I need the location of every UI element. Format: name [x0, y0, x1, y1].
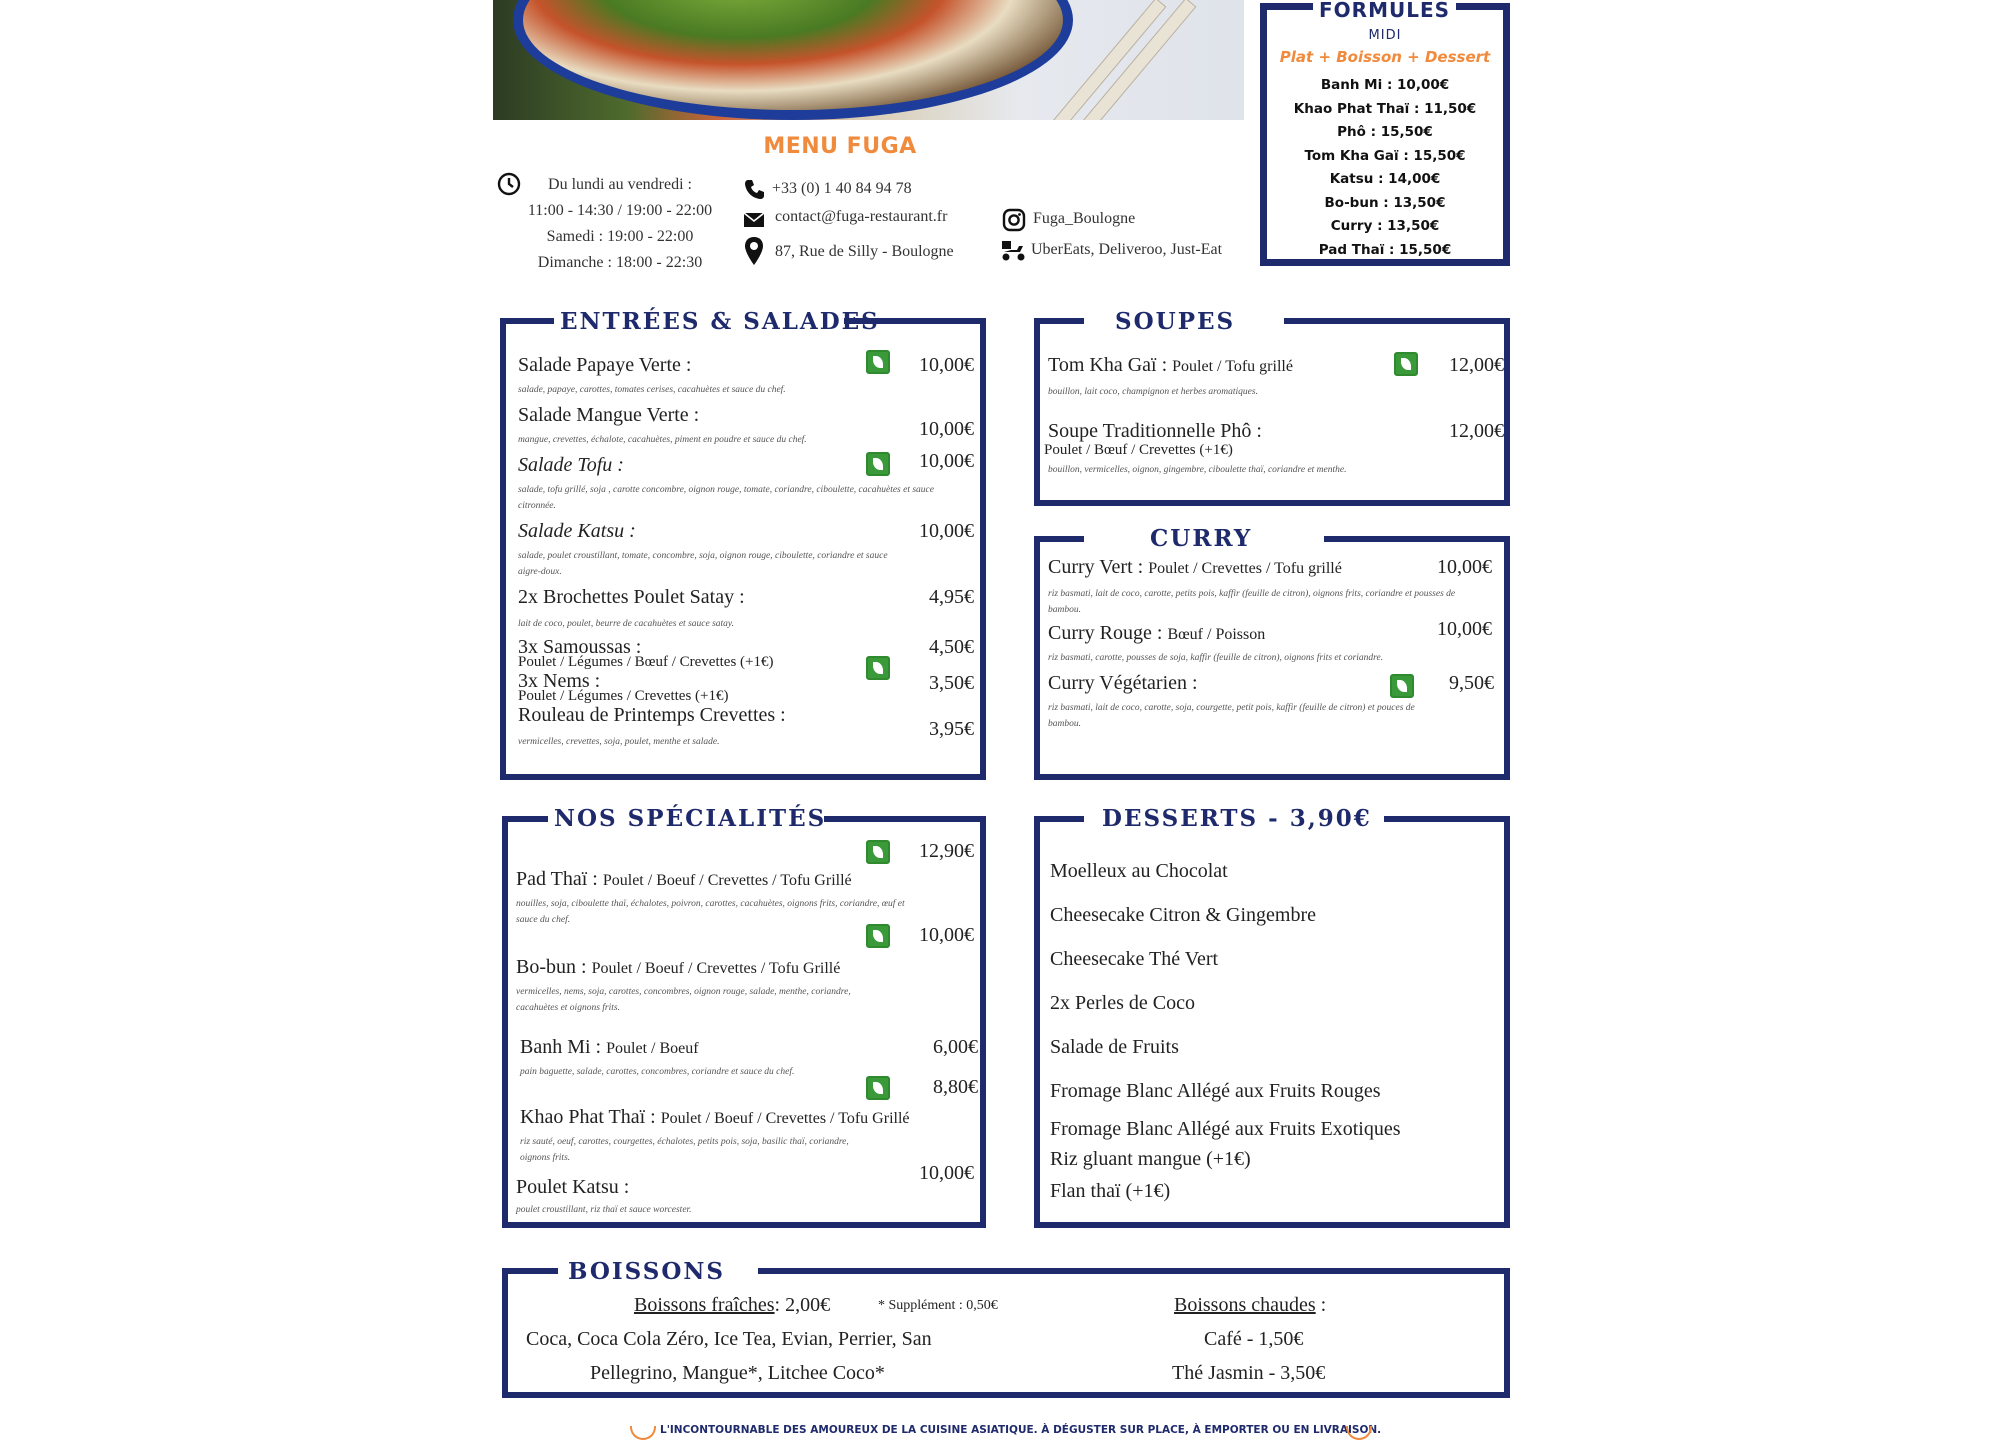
menu-item-options: Poulet / Boeuf / Crevettes / Tofu Grillé	[602, 872, 852, 889]
menu-item-description: poulet croustillant, riz thaï et sauce worcester.	[516, 1205, 692, 1215]
boissons-chaudes-label: Boissons chaudes	[1174, 1294, 1316, 1316]
dessert-item: Moelleux au Chocolat	[1050, 860, 1228, 882]
menu-item-name: Poulet Katsu :	[516, 1176, 630, 1198]
menu-item-price: 10,00€	[1437, 556, 1492, 578]
menu-item-price: 12,00€	[1449, 420, 1504, 442]
menu-item-description: riz sauté, oeuf, carottes, courgettes, échalotes, petits pois, soja, basilic thaï, coriandre, oignons frits.	[520, 1137, 849, 1163]
menu-item-description: pain baguette, salade, carottes, concombres, coriandre et sauce du chef.	[520, 1067, 795, 1077]
dessert-item: Fromage Blanc Allégé aux Fruits Exotiques	[1050, 1118, 1401, 1140]
dessert-item: Cheesecake Citron & Gingembre	[1050, 904, 1317, 926]
boissons-fraiches-heading	[634, 1294, 830, 1317]
footer-tagline: L'INCONTOURNABLE DES AMOUREUX DE LA CUISINE ASIATIQUE. À DÉGUSTER SUR PLACE, À EMPORTER OU EN LIVRAISON.	[660, 1424, 1382, 1436]
menu-item-description: bouillon, vermicelles, oignon, gingembre, ciboulette thaï, coriandre et menthe.	[1048, 465, 1347, 475]
boissons-fraiches-label: Boissons fraîches	[634, 1294, 775, 1316]
formules-list	[1267, 77, 1503, 265]
delivery-partners: UberEats, Deliveroo, Just-Eat	[1031, 241, 1223, 258]
menu-item-name	[1048, 622, 1265, 645]
menu-item-options: Poulet / Crevettes / Tofu grillé	[1148, 560, 1342, 577]
menu-item-description: mangue, crevettes, échalote, cacahuètes, piment en poudre et sauce du chef.	[518, 435, 807, 445]
menu-item-options: Poulet / Bœuf / Crevettes (+1€)	[1044, 442, 1233, 458]
delivery-scooter-icon	[1000, 238, 1028, 262]
boisson-chaude-item: Thé Jasmin - 3,50€	[1172, 1362, 1326, 1384]
menu-item-price: 6,00€	[933, 1036, 978, 1058]
dessert-item: Flan thaï (+1€)	[1050, 1180, 1171, 1202]
menu-item-description: bouillon, lait coco, champignon et herbes aromatiques.	[1048, 387, 1258, 397]
menu-item-name	[1048, 556, 1342, 579]
menu-item-name-text: Curry Rouge :	[1048, 622, 1163, 644]
menu-item-name	[1048, 354, 1293, 377]
menu-item-name: Salade Tofu :	[518, 454, 624, 476]
formule-item: Katsu : 14,00€	[1329, 171, 1441, 187]
formules-box	[1260, 0, 1510, 266]
entrees-title: ENTRÉES & SALADES	[560, 308, 880, 335]
dessert-item: 2x Perles de Coco	[1050, 992, 1195, 1014]
menu-item-options: Bœuf / Poisson	[1167, 626, 1266, 643]
noodle-bowl-icon	[1346, 1426, 1372, 1440]
formule-item: Curry : 13,50€	[1330, 218, 1440, 234]
menu-item-description: riz basmati, lait de coco, carotte, soja, courgette, petit pois, kaffir (feuille de citron) et pouces de bambou.	[1048, 703, 1415, 729]
menu-item-name: Salade Katsu :	[518, 520, 636, 542]
menu-item-options: Poulet / Boeuf / Crevettes / Tofu Grillé	[660, 1110, 910, 1127]
boissons-fraiches-list: Pellegrino, Mangue*, Litchee Coco*	[590, 1362, 885, 1384]
phone-icon	[743, 178, 765, 200]
menu-item-price: 3,95€	[929, 718, 974, 740]
menu-item-name-text: Bo-bun :	[516, 956, 587, 978]
menu-item-options: Poulet / Tofu grillé	[1172, 358, 1293, 375]
hero-food-photo	[493, 0, 1244, 120]
instagram-handle[interactable]: Fuga_Boulogne	[1033, 210, 1136, 227]
boissons-chaudes-colon: :	[1315, 1294, 1327, 1316]
curry-title: CURRY	[1150, 525, 1253, 552]
instagram-icon	[1002, 208, 1026, 232]
email-link[interactable]: contact@fuga-restaurant.fr	[775, 208, 948, 225]
formules-title: FORMULES	[1313, 0, 1456, 22]
menu-item-name: Salade Papaye Verte :	[518, 354, 692, 376]
menu-item-name	[516, 956, 840, 979]
menu-item-options: Poulet / Boeuf / Crevettes / Tofu Grillé	[591, 960, 841, 977]
menu-item-name: Soupe Traditionnelle Phô :	[1048, 420, 1262, 442]
desserts-title: DESSERTS - 3,90€	[1102, 805, 1372, 832]
phone-number[interactable]: +33 (0) 1 40 84 94 78	[772, 180, 912, 197]
boisson-chaude-item: Café - 1,50€	[1204, 1328, 1304, 1350]
menu-item-description: lait de coco, poulet, beurre de cacahuètes et sauce satay.	[518, 619, 734, 629]
menu-item-name	[516, 868, 852, 891]
supplement-note: * Supplément : 0,50€	[878, 1298, 998, 1313]
menu-item-name-text: Curry Vert :	[1048, 556, 1144, 578]
menu-item-price: 4,95€	[929, 586, 974, 608]
menu-item-price: 10,00€	[919, 354, 974, 376]
dessert-item: Riz gluant mangue (+1€)	[1050, 1148, 1251, 1170]
boissons-fraiches-list: Coca, Coca Cola Zéro, Ice Tea, Evian, Perrier, San	[526, 1328, 932, 1350]
menu-item-name	[520, 1036, 699, 1059]
menu-item-price: 8,80€	[933, 1076, 978, 1098]
boissons-chaudes-heading	[1174, 1294, 1326, 1317]
menu-item-price: 12,00€	[1449, 354, 1504, 376]
boissons-fraiches-price: : 2,00€	[774, 1294, 831, 1316]
location-pin-icon	[744, 236, 764, 266]
menu-item-name: 3x Nems :	[518, 670, 601, 692]
hours-line: 11:00 - 14:30 / 19:00 - 22:00	[527, 202, 713, 219]
formules-midi: MIDI	[1368, 28, 1402, 43]
formules-subtitle: Plat + Boisson + Dessert	[1279, 48, 1491, 66]
formule-item: Bo-bun : 13,50€	[1324, 194, 1446, 211]
dessert-item: Cheesecake Thé Vert	[1050, 948, 1219, 970]
menu-item-name: 2x Brochettes Poulet Satay :	[518, 586, 745, 608]
menu-item-price: 10,00€	[919, 1162, 974, 1184]
formule-item: Phô : 15,50€	[1337, 124, 1433, 140]
menu-item-name-text: Banh Mi :	[520, 1036, 602, 1058]
formule-item: Pad Thaï : 15,50€	[1318, 241, 1452, 258]
menu-item-description: salade, poulet croustillant, tomate, concombre, soja, oignon rouge, ciboulette, coriandre et sauce aigre-doux.	[518, 551, 888, 577]
hours-line: Dimanche : 18:00 - 22:30	[537, 254, 703, 271]
formule-item: Khao Phat Thaï : 11,50€	[1293, 100, 1477, 117]
menu-item-price: 4,50€	[929, 636, 974, 658]
vegetarian-leaf-icon	[866, 1076, 890, 1100]
menu-item-price: 9,50€	[1449, 672, 1494, 694]
clock-icon	[497, 172, 521, 196]
menu-item-name-text: Tom Kha Gaï :	[1048, 354, 1168, 376]
menu-item-name: 3x Samoussas :	[518, 636, 642, 658]
soupes-title: SOUPES	[1115, 308, 1236, 335]
menu-item-price: 12,90€	[919, 840, 974, 862]
menu-item-price: 10,00€	[919, 450, 974, 472]
menu-item-description: riz basmati, carotte, pousses de soja, kaffir (feuille de citron), oignons frits et coriandre.	[1048, 653, 1384, 663]
menu-item-name: Salade Mangue Verte :	[518, 404, 700, 426]
menu-item-price: 10,00€	[919, 924, 974, 946]
formule-item: Banh Mi : 10,00€	[1320, 77, 1450, 93]
menu-item-price: 10,00€	[919, 520, 974, 542]
menu-item-options: Poulet / Boeuf	[606, 1040, 699, 1057]
menu-item-name	[520, 1106, 910, 1129]
menu-item-name: Rouleau de Printemps Crevettes :	[518, 704, 786, 726]
mail-icon	[743, 212, 765, 228]
menu-item-price: 10,00€	[919, 418, 974, 440]
menu-item-options: Poulet / Légumes / Crevettes (+1€)	[518, 688, 729, 704]
menu-item-price: 3,50€	[929, 672, 974, 694]
menu-item-price: 10,00€	[1437, 618, 1492, 640]
dessert-item: Fromage Blanc Allégé aux Fruits Rouges	[1050, 1080, 1381, 1102]
formule-item: Tom Kha Gaï : 15,50€	[1304, 147, 1466, 164]
specialites-title: NOS SPÉCIALITÉS	[554, 805, 827, 832]
hours-line: Samedi : 19:00 - 22:00	[546, 228, 694, 245]
noodle-bowl-icon	[630, 1426, 656, 1440]
menu-item-description: salade, papaye, carottes, tomates cerises, cacahuètes et sauce du chef.	[518, 385, 786, 395]
menu-item-description: salade, tofu grillé, soja , carotte concombre, oignon rouge, tomate, coriandre, ciboulette, cacahuètes et sauce citronnée.	[518, 485, 934, 511]
menu-title: MENU FUGA	[763, 134, 917, 159]
address: 87, Rue de Silly - Boulogne	[775, 243, 954, 260]
hours-line: Du lundi au vendredi :	[548, 176, 692, 193]
menu-item-description: nouilles, soja, ciboulette thaï, échalotes, poivron, carottes, cacahuètes, oignons frits, coriandre, œuf et sauce du chef.	[516, 899, 905, 925]
opening-hours	[520, 172, 720, 276]
menu-item-description: riz basmati, lait de coco, carotte, petits pois, kaffir (feuille de citron), oignons frits, coriandre et pousses de bambou.	[1048, 589, 1456, 615]
menu-item-name-text: Khao Phat Thaï :	[520, 1106, 656, 1128]
menu-item-description: vermicelles, nems, soja, carottes, concombres, oignon rouge, salade, menthe, coriandre, cacahuètes et oignons frits.	[516, 987, 851, 1013]
menu-item-options: Poulet / Légumes / Bœuf / Crevettes (+1€)	[518, 654, 774, 670]
boissons-title: BOISSONS	[568, 1258, 726, 1285]
menu-item-name-text: Pad Thaï :	[516, 868, 598, 890]
menu-item-name: Curry Végétarien :	[1048, 672, 1198, 694]
dessert-item: Salade de Fruits	[1050, 1036, 1179, 1058]
menu-item-description: vermicelles, crevettes, soja, poulet, menthe et salade.	[518, 737, 720, 747]
